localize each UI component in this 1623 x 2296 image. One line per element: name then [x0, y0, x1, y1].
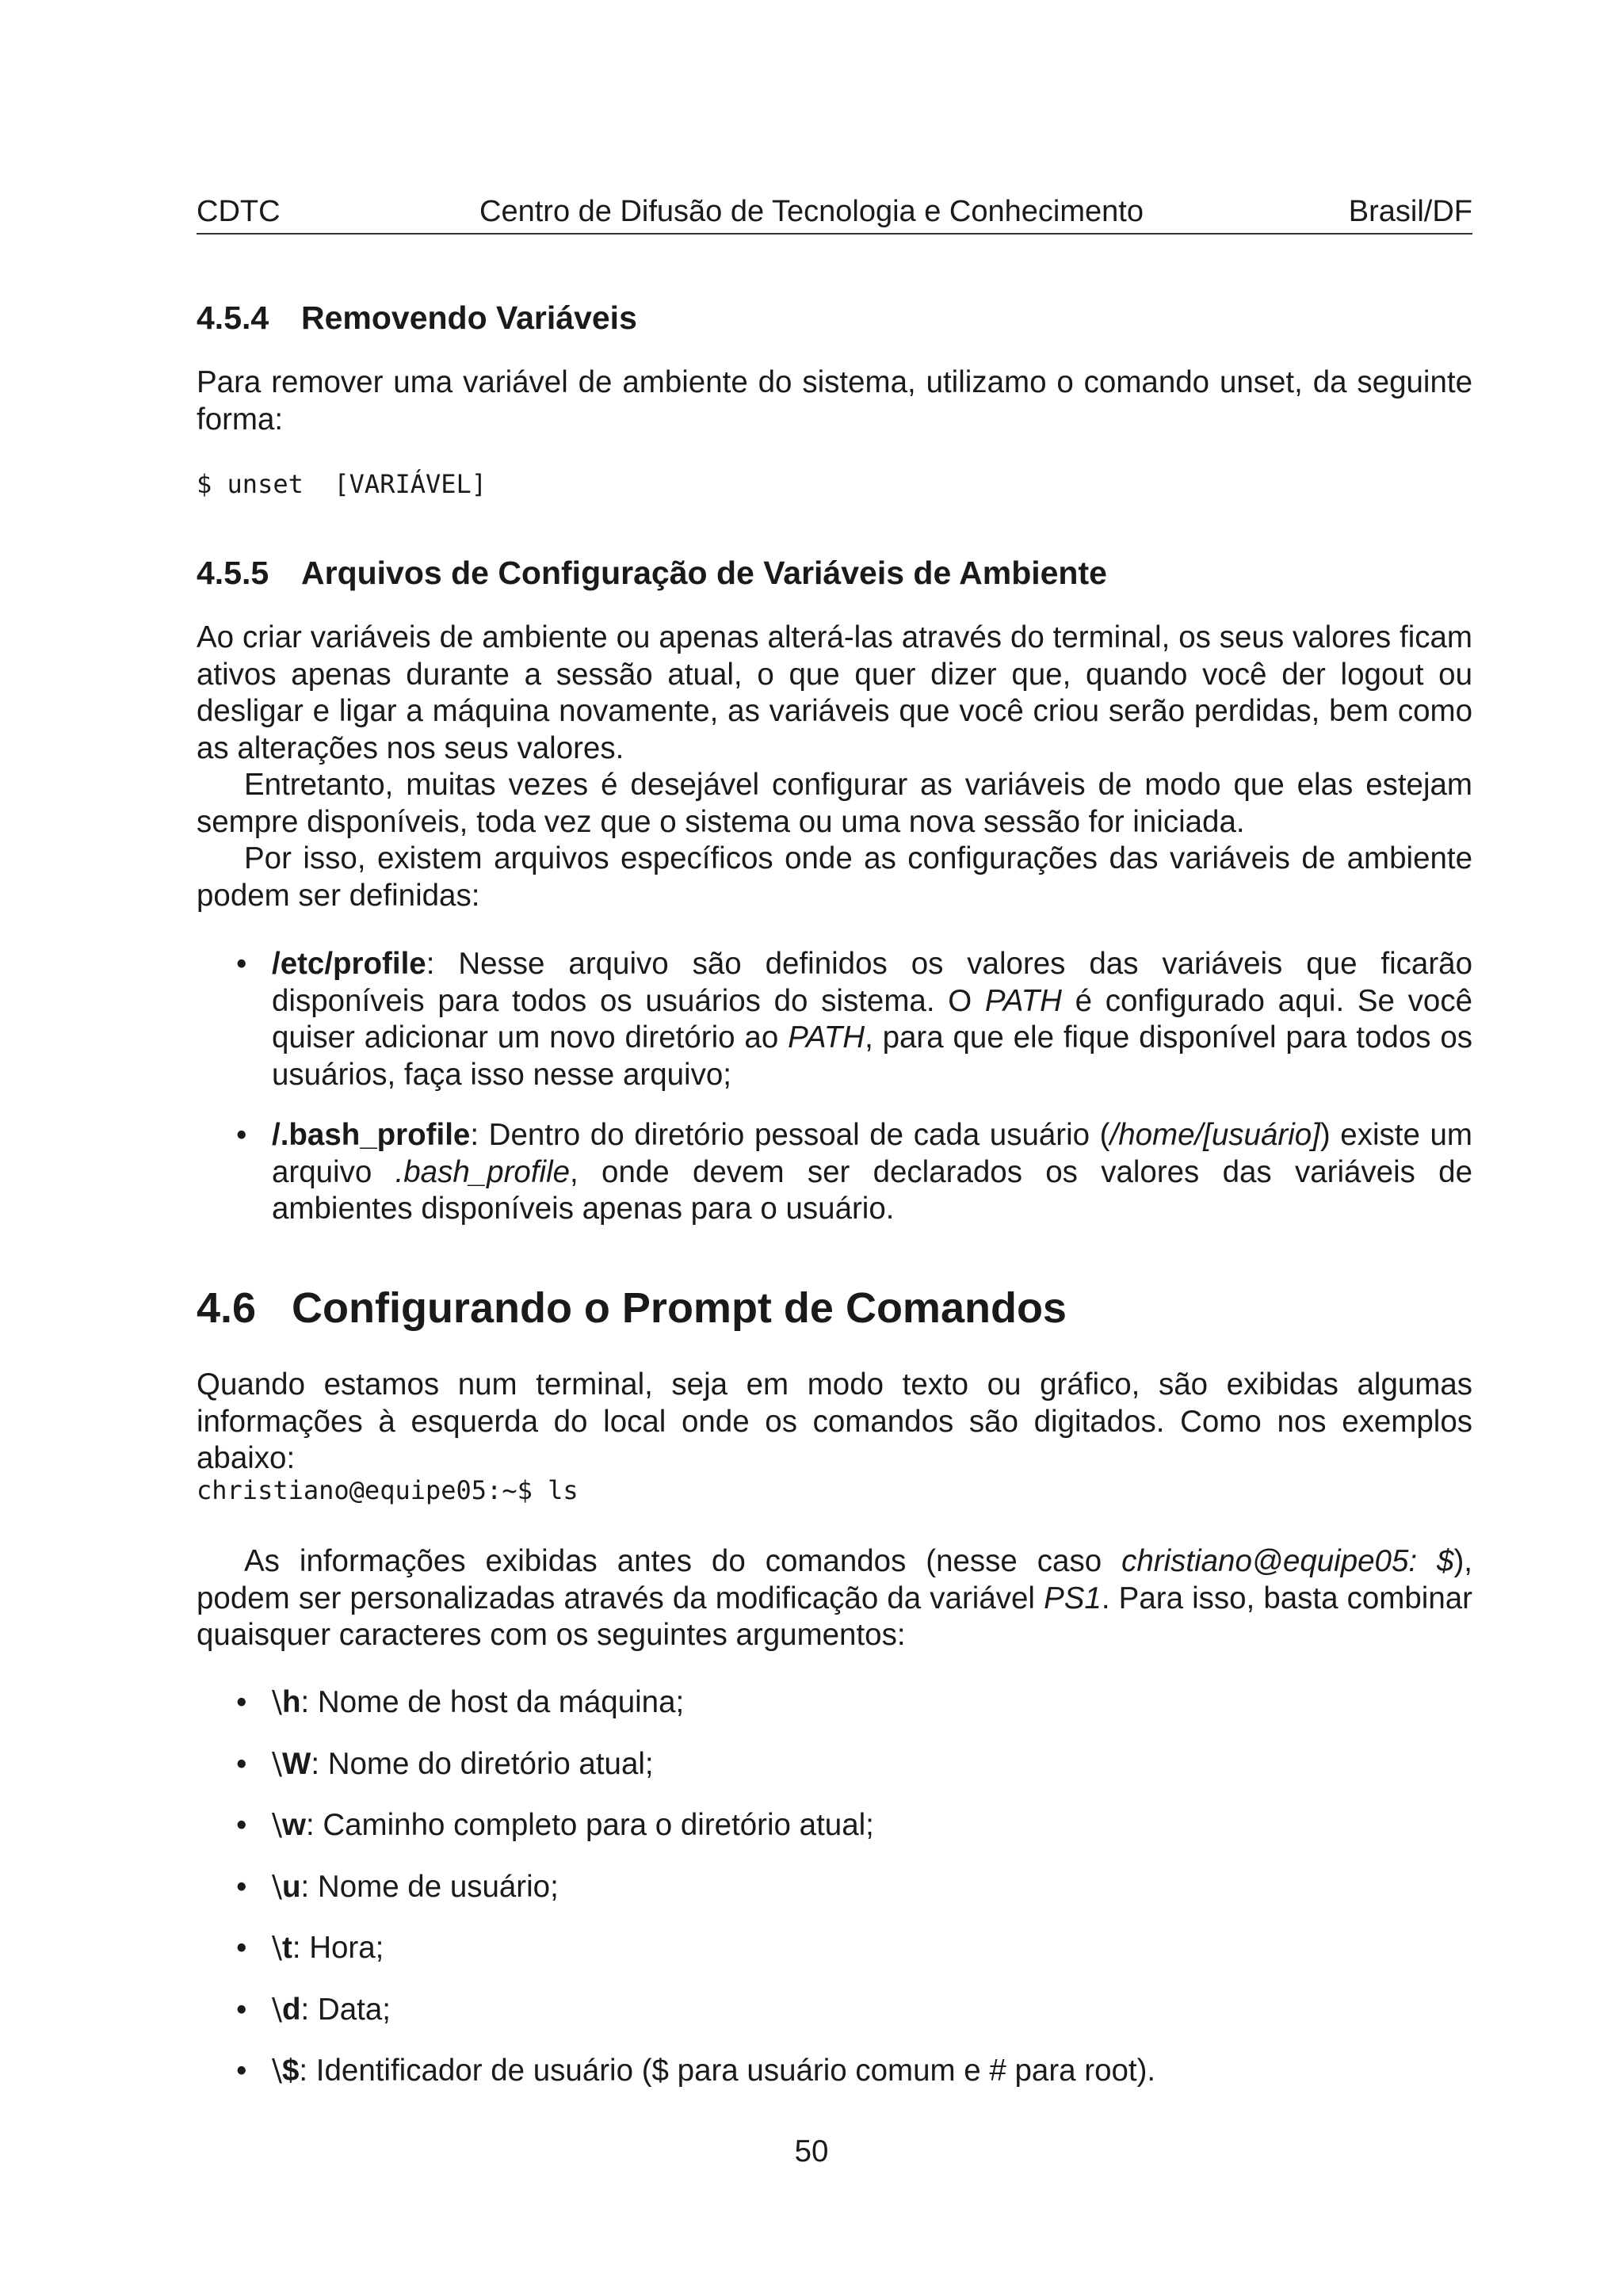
- list-item: [236, 1869, 1472, 1906]
- para-text: As informações exibidas antes do comandos (nesse caso: [244, 1544, 1122, 1578]
- subsection-title: Removendo Variáveis: [301, 299, 637, 336]
- code-line-unset: $ unset [VARIÁVEL]: [197, 469, 487, 499]
- arg-code: $: [281, 2054, 300, 2088]
- list-item: [236, 1746, 1472, 1783]
- arg-code: u: [281, 1869, 301, 1904]
- item-text: : Nesse arquivo são definidos os valores das variáveis que ficarão disponíveis para todos os usuários do sistema. O: [272, 947, 1472, 1018]
- section-number: 4.6: [197, 1284, 257, 1332]
- para-italic: christiano@equipe05: $: [1121, 1544, 1454, 1578]
- arg-description: : Caminho completo para o diretório atual;: [305, 1808, 874, 1842]
- paragraph: Entretanto, muitas vezes é desejável configurar as variáveis de modo que elas estejam sempre disponíveis, toda vez que o sistema ou uma nova sessão for iniciada.: [197, 768, 1472, 839]
- backslash-glyph: \: [272, 1868, 282, 1905]
- para-text: ), podem ser personalizadas através da modificação da variável: [197, 1544, 1472, 1615]
- bullet-icon: •: [236, 1808, 247, 1842]
- arg-code: w: [281, 1808, 306, 1842]
- list-item: [236, 1117, 1472, 1228]
- bullet-icon: •: [236, 1931, 247, 1965]
- arg-code: t: [281, 1931, 292, 1965]
- backslash-glyph: \: [272, 1807, 282, 1843]
- header-center: Centro de Difusão de Tecnologia e Conhecimento: [479, 195, 1144, 228]
- bullet-list-config-files: [236, 946, 1472, 1228]
- arg-code: h: [281, 1685, 301, 1719]
- item-label: /etc/profile: [272, 947, 426, 981]
- list-item: [236, 1930, 1472, 1967]
- subsection-heading-4-5-5: [197, 555, 1107, 592]
- list-item: [236, 1807, 1472, 1844]
- code-line-prompt: christiano@equipe05:~$ ls: [197, 1475, 579, 1505]
- item-text: : Dentro do diretório pessoal de cada usuário (: [470, 1118, 1110, 1152]
- bullet-icon: •: [236, 1746, 247, 1781]
- bullet-icon: •: [236, 1118, 247, 1152]
- bullet-icon: •: [236, 1992, 247, 2027]
- item-text: é configurado aqui. Se você quiser adicionar um novo diretório ao: [272, 983, 1473, 1055]
- backslash-glyph: \: [272, 2053, 282, 2088]
- section-heading-4-6: [197, 1283, 1067, 1333]
- item-italic: PATH: [984, 983, 1062, 1018]
- backslash-glyph: \: [272, 1930, 282, 1966]
- bullet-icon: •: [236, 2054, 247, 2088]
- item-label: .bash_profile: [280, 1118, 471, 1152]
- section-title: Configurando o Prompt de Comandos: [292, 1284, 1067, 1332]
- item-italic: PATH: [788, 1020, 865, 1055]
- item-text: , onde devem ser declarados os valores das variáveis de ambientes disponíveis apenas para o usuário.: [272, 1154, 1472, 1226]
- bullet-list-prompt-args: [236, 1684, 1472, 2090]
- paragraph: Quando estamos num terminal, seja em modo texto ou gráfico, são exibidas algumas informações à esquerda do local onde os comandos são digitados. Como nos exemplos abaixo:: [197, 1367, 1472, 1475]
- bullet-icon: •: [236, 947, 247, 981]
- para-italic: PS1: [1044, 1581, 1102, 1615]
- item-italic: /home/[usuário]: [1109, 1118, 1320, 1152]
- item-italic: .bash_profile: [395, 1154, 571, 1189]
- list-item: [236, 946, 1472, 1093]
- backslash-glyph: \: [272, 1684, 282, 1720]
- paragraph: Ao criar variáveis de ambiente ou apenas alterá-las através do terminal, os seus valores ficam ativos apenas durante a sessão atual, o que quer dizer que, quando você der logout ou desligar e ligar a máquina novamente, as variáveis que você criou serão perdidas, bem como as alterações nos seus valores.: [197, 620, 1472, 765]
- arg-description: : Hora;: [292, 1931, 384, 1965]
- arg-description: : Identificador de usuário ($ para usuário comum e # para root).: [299, 2054, 1156, 2088]
- header-right: Brasil/DF: [1348, 195, 1472, 228]
- list-item: [236, 1992, 1472, 2029]
- arg-description: : Nome de host da máquina;: [300, 1685, 685, 1719]
- arg-description: : Data;: [300, 1992, 391, 2027]
- arg-description: : Nome de usuário;: [300, 1869, 559, 1904]
- bullet-icon: •: [236, 1685, 247, 1719]
- subsection-title: Arquivos de Configuração de Variáveis de Ambiente: [301, 555, 1107, 591]
- subsection-heading-4-5-4: [197, 299, 637, 337]
- list-item: [236, 2053, 1472, 2090]
- bullet-icon: •: [236, 1869, 247, 1904]
- item-text: , para que ele fique disponível para todos os usuários, faça isso nesse arquivo;: [272, 1020, 1472, 1092]
- paragraph: Para remover uma variável de ambiente do sistema, utilizamo o comando unset, da seguinte forma:: [197, 365, 1472, 437]
- list-item: [236, 1684, 1472, 1722]
- arg-code: d: [281, 1992, 301, 2027]
- arg-code: W: [281, 1746, 311, 1781]
- backslash-glyph: \: [272, 1991, 282, 2027]
- header-rule: [197, 233, 1472, 235]
- page-number: 50: [794, 2134, 829, 2168]
- para-text: . Para isso, basta combinar quaisquer caracteres com os seguintes argumentos:: [197, 1581, 1472, 1652]
- arg-description: : Nome do diretório atual;: [311, 1746, 654, 1781]
- backslash-glyph: \: [272, 1745, 282, 1782]
- item-label-prefix: /: [272, 1118, 281, 1152]
- paragraph: [197, 1543, 1472, 1654]
- header-left: CDTC: [197, 195, 281, 228]
- paragraph: Por isso, existem arquivos específicos onde as configurações das variáveis de ambiente podem ser definidas:: [197, 841, 1472, 913]
- subsection-number: 4.5.5: [197, 555, 269, 591]
- item-text: ) existe um arquivo: [272, 1118, 1472, 1189]
- subsection-number: 4.5.4: [197, 299, 269, 336]
